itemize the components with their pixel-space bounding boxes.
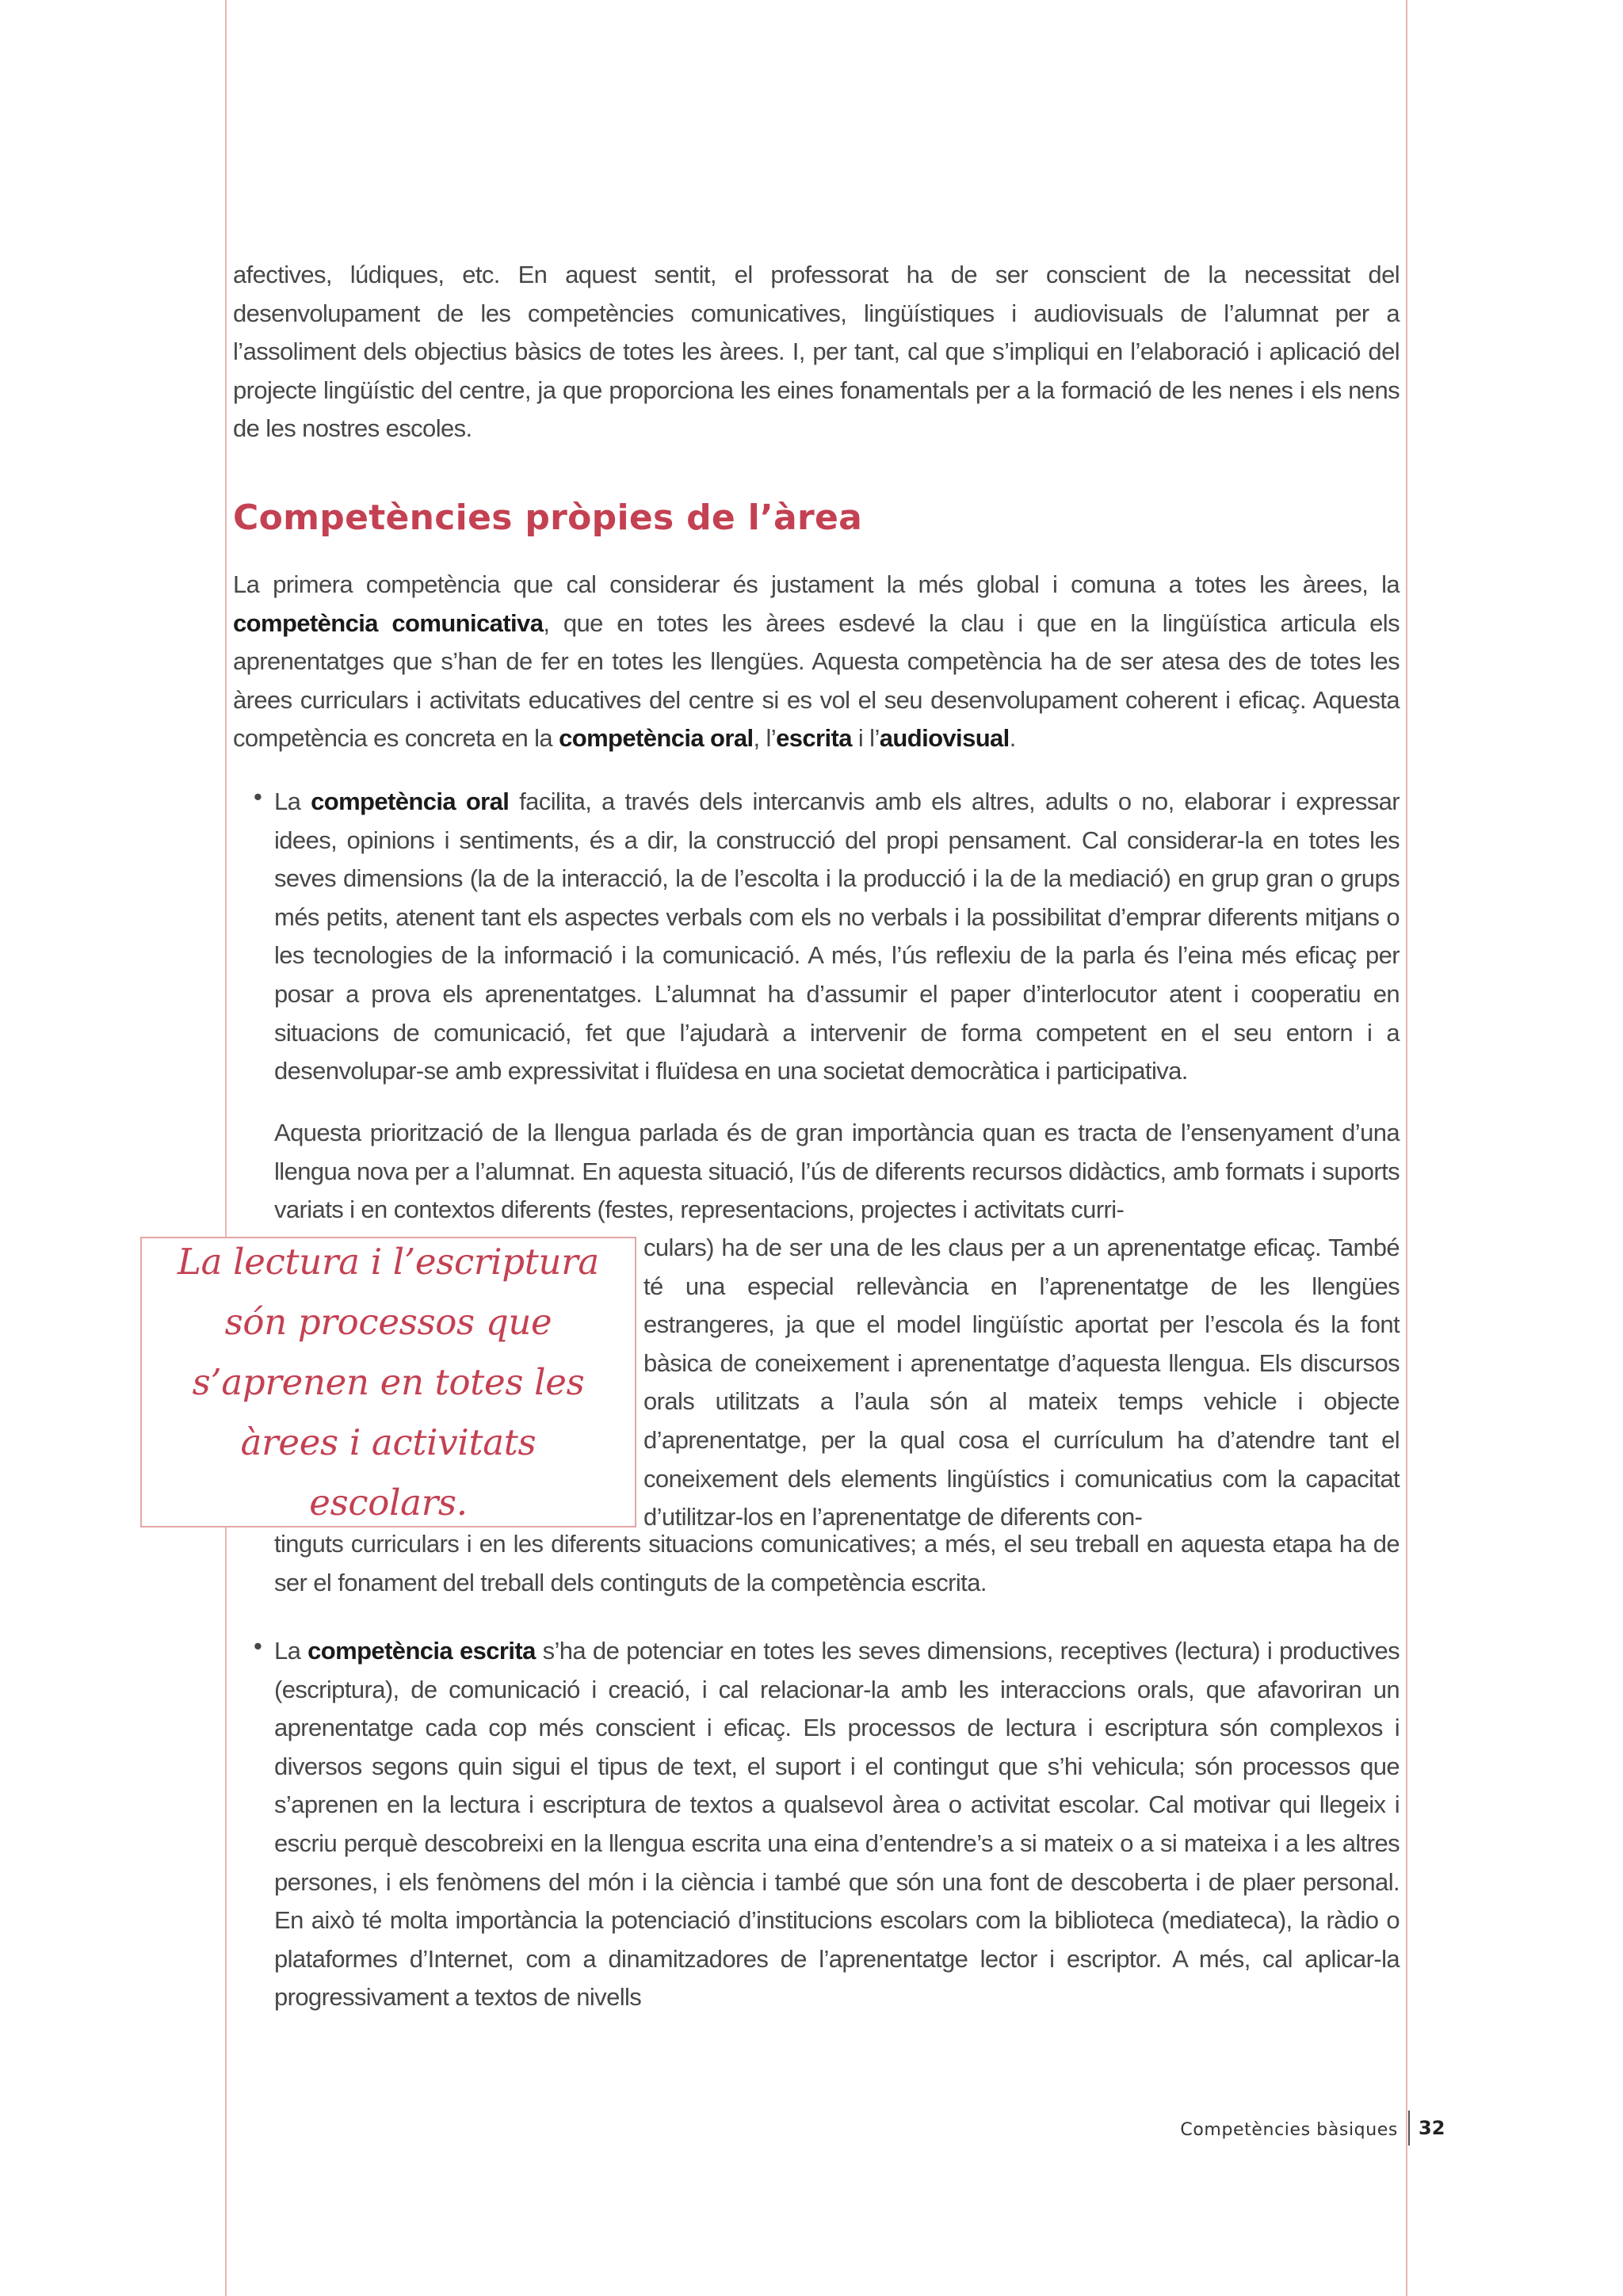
bold-term: competència oral <box>559 724 754 753</box>
bold-term: competència escrita <box>307 1637 536 1665</box>
left-margin-rule <box>225 0 227 2296</box>
right-margin-rule <box>1406 0 1407 2296</box>
bold-term: competència oral <box>311 788 510 815</box>
pull-quote-text: La lectura i l’escriptura són processos que s’aprenen en totes les àrees i activitats escolars. <box>178 1240 599 1524</box>
bullet-marker: • <box>254 783 262 810</box>
section-heading: Competències pròpies de l’àrea <box>233 498 863 538</box>
bold-term: audiovisual <box>879 724 1010 753</box>
pull-quote-box <box>140 1237 636 1527</box>
page-number: 32 <box>1419 2117 1445 2139</box>
section-paragraph: La primera competència que cal considerar és justament la més global i comuna a totes les àrees, la competència comunicativa, que en totes les àrees esdevé la clau i que en la lingüística articula els aprenentatges que s’han de fer en totes les llengües. Aquesta competència ha de ser atesa des de totes les àrees curriculars i activitats educatives del centre si es vol el seu desenvolupament coherent i eficaç. Aquesta competència es concreta en la competència oral, l’escrita i l’audiovisual. <box>233 570 1400 753</box>
footer-separator <box>1408 2111 1410 2145</box>
intro-paragraph: afectives, lúdiques, etc. En aquest sentit, el professorat ha de ser conscient de la necessitat del desenvolupament de les competències comunicatives, lingüístiques i audiovisuals de l’alumnat per a l’assoliment dels objectius bàsics de totes les àrees. I, per tant, cal que s’impliqui en l’elaboració i aplicació del projecte lingüístic del centre, ja que proporciona les eines fonamentals per a la formació de les nenes i els nens de les nostres escoles. <box>233 261 1400 443</box>
written-competence-paragraph: La competència escrita s’ha de potenciar en totes les seves dimensions, receptives (lectura) i productives (escriptura), de comunicació i creació, i cal relacionar-la amb les interaccions orals, que afavoriran un aprenentatge cada cop més conscient i eficaç. Els processos de lectura i escriptura són complexos i diversos segons quin sigui el tipus de text, el suport i el contingut que s’hi vehicula; són processos que s’aprenen en la lectura i escriptura de textos a qualsevol àrea o activitat escolar. Cal motivar qui llegeix i escriu perquè descobreixi en la llengua escrita una eina d’entendre’s a si mateix o a si mateixa i a les altres persones, i els fenòmens del món i la ciència i també que són una font de descoberta i de plaer personal. En això té molta importància la potenciació d’institucions escolars com la biblioteca (mediateca), la ràdio o plataformes d’Internet, com a dinamitzadores de l’aprenentatge lector i escriptor. A més, cal aplicar-la progressivament a textos de nivells <box>274 1637 1400 2012</box>
oral-competence-paragraph-2-end: tinguts curriculars i en les diferents situacions comunicatives; a més, el seu treball en aquesta etapa ha de ser el fonament del treball dels continguts de la competència escrita. <box>274 1530 1400 1596</box>
oral-competence-paragraph-2: Aquesta priorització de la llengua parlada és de gran importància quan es tracta de l’ensenyament d’una llengua nova per a l’alumnat. En aquesta situació, l’ús de diferents recursos didàctics, amb formats i suports variats i en contextos diferents (festes, representacions, projectes i activitats curri- <box>274 1119 1400 1224</box>
footer-label: Competències bàsiques <box>1180 2120 1398 2140</box>
bold-term: competència comunicativa <box>233 608 544 637</box>
oral-competence-paragraph: La competència oral facilita, a través dels intercanvis amb els altres, adults o no, elaborar i expressar idees, opinions i sentiments, és a dir, la construcció del propi pensament. Cal considerar-la en totes les seves dimensions (la de la interacció, la de l’escolta i la producció i la de la mediació) en grup gran o grups més petits, atenent tant els aspectes verbals com els no verbals i la possibilitat d’emprar diferents mitjans o les tecnologies de la informació i la comunicació. A més, l’ús reflexiu de la parla és l’eina més eficaç per posar a prova els aprenentatges. L’alumnat ha d’assumir el paper d’interlocutor atent i cooperatiu en situacions de comunicació, fet que l’ajudarà a intervenir de forma competent en el seu entorn i a desenvolupar-se amb expressivitat i fluïdesa en una societat democràtica i participativa. <box>274 788 1400 1085</box>
bold-term: escrita <box>776 724 852 753</box>
bullet-marker: • <box>254 1632 262 1660</box>
oral-competence-paragraph-2-wrapped: culars) ha de ser una de les claus per a un aprenentatge eficaç. També té una especial rellevància en l’aprenentatge de les llengües estrangeres, ja que el model lingüístic aportat per l’escola és la font bàsica de coneixement i aprenentatge d’aquesta llengua. Els discursos orals utilitzats a l’aula són al mateix temps vehicle i objecte d’aprenentatge, per la qual cosa el currículum ha d’atendre tant el coneixement dels elements lingüístics i comunicatius com la capacitat d’utilitzar-los en l’aprenentatge de diferents con- <box>643 1234 1400 1531</box>
